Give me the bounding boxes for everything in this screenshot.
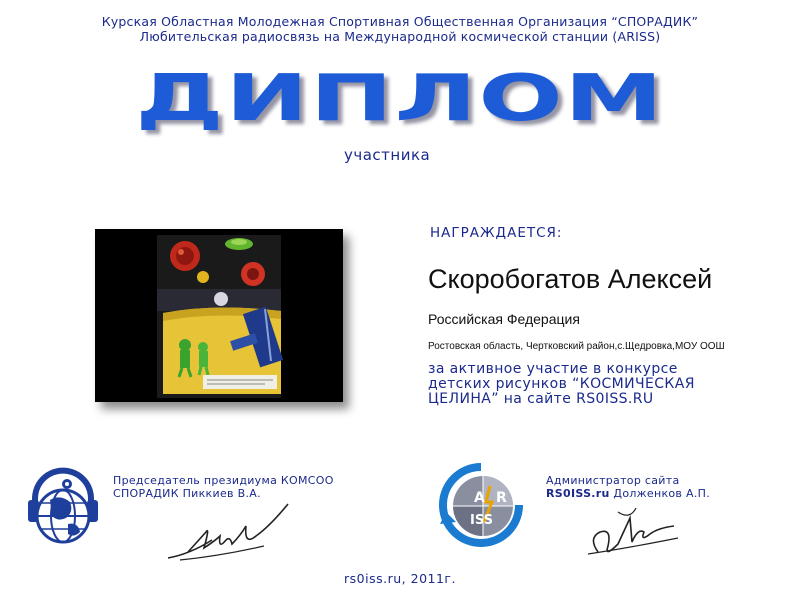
award-reason-line: за активное участие в конкурсе: [428, 361, 678, 377]
ariss-logo-letter-r: R: [496, 490, 507, 506]
administrator-site: RS0ISS.ru: [546, 487, 610, 500]
awarded-label: НАГРАЖДАЕТСЯ:: [430, 225, 563, 241]
ariss-logo-letter-a: A: [474, 490, 485, 506]
award-reason-line: ЦЕЛИНА” на сайте RS0ISS.RU: [428, 391, 654, 407]
diploma-subtitle: участника: [344, 146, 431, 164]
ariss-logo: [438, 462, 524, 548]
diploma-title: ДИПЛОМ: [135, 62, 665, 136]
program-name: Любительская радиосвязь на Международной космической станции (ARISS): [139, 29, 661, 44]
chairman-name: СПОРАДИК Пиккиев В.А.: [113, 487, 261, 500]
footer-site-year: rs0iss.ru, 2011г.: [344, 571, 456, 586]
ariss-logo-iss: ISS: [470, 513, 493, 528]
sporadik-globe-logo: [22, 466, 104, 552]
administrator-title: Администратор сайта: [546, 474, 680, 487]
administrator-signature: [578, 498, 688, 564]
recipient-name: Скоробогатов Алексей: [428, 264, 713, 294]
award-reason: [428, 362, 788, 407]
award-reason-line: детских рисунков “КОСМИЧЕСКАЯ: [428, 376, 695, 392]
drawing-artwork: [95, 229, 343, 402]
organization-name: Курская Областная Молодежная Спортивная Общественная Организация “СПОРАДИК”: [101, 14, 699, 29]
administrator-signature-block: [546, 474, 710, 500]
chairman-signature: [160, 496, 300, 568]
children-drawing-image: [95, 229, 343, 402]
administrator-name: Долженков А.П.: [613, 487, 710, 500]
recipient-address: Ростовская область, Чертковский район,с.Щедровка,МОУ ООШ: [428, 341, 725, 352]
recipient-country: Российская Федерация: [428, 311, 580, 327]
chairman-title: Председатель президиума КОМСОО: [113, 474, 334, 487]
